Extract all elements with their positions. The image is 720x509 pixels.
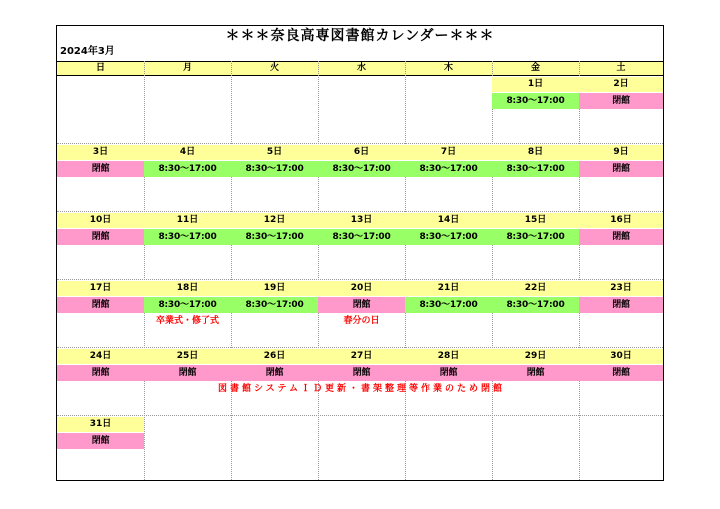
week-divider [57, 279, 663, 280]
opening-hours: 8:30～17:00 [405, 229, 492, 245]
opening-hours: 8:30～17:00 [231, 297, 318, 313]
day-number: 2日 [579, 77, 663, 92]
day-number: 11日 [144, 213, 231, 228]
closed-label: 閉館 [579, 93, 663, 109]
day-number: 20日 [318, 281, 405, 296]
weekday-label: 日 [95, 63, 105, 73]
closed-label: 閉館 [57, 365, 144, 381]
day-number: 8日 [492, 145, 579, 160]
opening-hours: 8:30～17:00 [405, 161, 492, 177]
opening-hours: 8:30～17:00 [144, 229, 231, 245]
day-number: 5日 [231, 145, 318, 160]
closed-label: 閉館 [579, 365, 663, 381]
column-divider [405, 61, 406, 480]
day-number: 19日 [231, 281, 318, 296]
opening-hours: 8:30～17:00 [405, 297, 492, 313]
day-number: 1日 [492, 77, 579, 92]
day-number: 18日 [144, 281, 231, 296]
opening-hours: 8:30～17:00 [492, 297, 579, 313]
column-divider [492, 61, 493, 480]
calendar [56, 25, 664, 481]
closed-label: 閉館 [231, 365, 318, 381]
day-number: 7日 [405, 145, 492, 160]
day-number: 22日 [492, 281, 579, 296]
closed-label: 閉館 [318, 365, 405, 381]
day-number: 31日 [57, 417, 144, 432]
day-number: 21日 [405, 281, 492, 296]
closed-label: 閉館 [579, 297, 663, 313]
weekday-header-row [57, 61, 663, 76]
week-divider [57, 415, 663, 416]
weekday-label: 火 [269, 63, 279, 73]
closed-label: 閉館 [57, 297, 144, 313]
day-number: 24日 [57, 349, 144, 364]
closed-label: 閉館 [579, 229, 663, 245]
weekday-label: 月 [182, 63, 192, 73]
month-label: 2024年3月 [60, 46, 115, 57]
opening-hours: 8:30～17:00 [492, 93, 579, 109]
day-number: 27日 [318, 349, 405, 364]
column-divider [318, 61, 319, 480]
day-number: 29日 [492, 349, 579, 364]
day-number: 15日 [492, 213, 579, 228]
day-number: 3日 [57, 145, 144, 160]
day-number: 12日 [231, 213, 318, 228]
weekday-label: 土 [616, 63, 626, 73]
week-note: 図書館システムＩＤ更新・書架整理等作業のため閉館 [217, 384, 506, 394]
closed-label: 閉館 [405, 365, 492, 381]
closed-label: 閉館 [492, 365, 579, 381]
day-number: 16日 [579, 213, 663, 228]
day-number: 26日 [231, 349, 318, 364]
opening-hours: 8:30～17:00 [231, 161, 318, 177]
column-divider [231, 61, 232, 480]
calendar-title: ＊＊＊奈良高専図書館カレンダー＊＊＊ [225, 28, 495, 44]
weekday-label: 水 [356, 63, 366, 73]
day-number: 4日 [144, 145, 231, 160]
day-number: 14日 [405, 213, 492, 228]
day-number: 10日 [57, 213, 144, 228]
day-number: 17日 [57, 281, 144, 296]
closed-label: 閉館 [144, 365, 231, 381]
column-divider [579, 61, 580, 480]
opening-hours: 8:30～17:00 [318, 161, 405, 177]
day-number: 9日 [579, 145, 663, 160]
day-number: 30日 [579, 349, 663, 364]
day-note: 春分の日 [343, 316, 380, 326]
day-number: 28日 [405, 349, 492, 364]
day-number: 25日 [144, 349, 231, 364]
closed-label: 閉館 [57, 161, 144, 177]
week-divider [57, 347, 663, 348]
day-number: 23日 [579, 281, 663, 296]
opening-hours: 8:30～17:00 [144, 161, 231, 177]
day-note: 卒業式・修了式 [155, 316, 219, 326]
weekday-label: 木 [443, 63, 453, 73]
week-divider [57, 143, 663, 144]
day-number: 6日 [318, 145, 405, 160]
opening-hours: 8:30～17:00 [492, 161, 579, 177]
closed-label: 閉館 [318, 297, 405, 313]
day-number: 13日 [318, 213, 405, 228]
opening-hours: 8:30～17:00 [231, 229, 318, 245]
column-divider [144, 61, 145, 480]
week-divider [57, 211, 663, 212]
opening-hours: 8:30～17:00 [318, 229, 405, 245]
weekday-label: 金 [530, 63, 540, 73]
closed-label: 閉館 [57, 229, 144, 245]
closed-label: 閉館 [57, 433, 144, 449]
closed-label: 閉館 [579, 161, 663, 177]
opening-hours: 8:30～17:00 [492, 229, 579, 245]
opening-hours: 8:30～17:00 [144, 297, 231, 313]
